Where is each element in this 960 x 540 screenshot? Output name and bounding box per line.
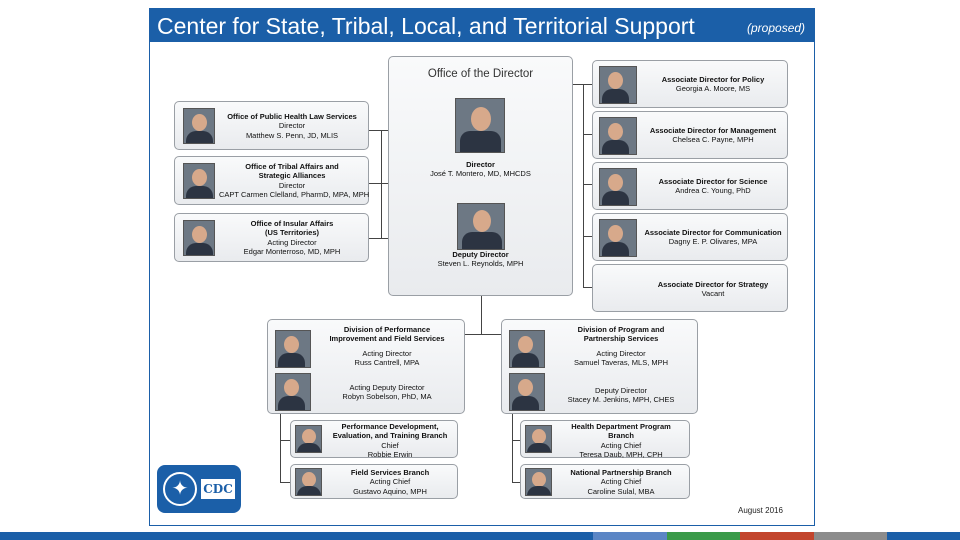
office-insular-affairs-photo bbox=[183, 220, 215, 256]
cdc-logo-text: CDC bbox=[201, 479, 235, 499]
footer-segment-4 bbox=[667, 532, 740, 540]
date-label: August 2016 bbox=[738, 506, 783, 515]
dpps-branch-national-photo bbox=[525, 468, 552, 496]
dpifs-acting-director-text: Acting Director Russ Cantrell, MPA bbox=[354, 349, 420, 368]
associate-science-photo bbox=[599, 168, 637, 206]
associate-policy-box bbox=[592, 60, 788, 108]
hhs-eagle-icon: ✦ bbox=[163, 472, 197, 506]
cdc-logo bbox=[157, 465, 241, 513]
connector-dpifs-b2 bbox=[280, 482, 290, 483]
connector-right-main bbox=[572, 84, 592, 85]
dpifs-branch-field-box bbox=[290, 464, 458, 499]
connector-right-vertical bbox=[583, 84, 584, 288]
office-tribal-affairs-box bbox=[174, 156, 369, 205]
footer-segment-3 bbox=[593, 532, 667, 540]
connector-right-4 bbox=[583, 236, 592, 237]
dpps-acting-director-photo bbox=[509, 330, 545, 368]
connector-dpps-b1 bbox=[512, 440, 520, 441]
connector-director-down bbox=[481, 295, 482, 335]
associate-policy-text: Associate Director for Policy Georgia A. Moore, MS bbox=[661, 75, 765, 94]
office-of-director-box bbox=[388, 56, 573, 296]
director-photo bbox=[455, 98, 505, 153]
dpps-box bbox=[501, 319, 698, 414]
title-suffix: (proposed) bbox=[747, 21, 806, 35]
director-block: Director José T. Montero, MD, MHCDS bbox=[430, 160, 531, 179]
dpps-acting-director-text: Acting Director Samuel Taveras, MLS, MPH bbox=[573, 349, 669, 368]
associate-management-box bbox=[592, 111, 788, 159]
dpifs-box bbox=[267, 319, 465, 414]
dpps-branch-health-dept-text: Health Department Program Branch Acting Chief Teresa Daub, MPH, CPH bbox=[571, 422, 671, 459]
connector-left-2 bbox=[369, 183, 389, 184]
dpps-branch-health-dept-photo bbox=[525, 425, 552, 453]
dpifs-deputy-text: Acting Deputy Director Robyn Sobelson, PhD, MA bbox=[342, 383, 432, 402]
associate-strategy-box bbox=[592, 264, 788, 312]
associate-communication-photo bbox=[599, 219, 637, 257]
footer-segment-5 bbox=[740, 532, 814, 540]
office-public-health-law-photo bbox=[183, 108, 215, 144]
footer-segment-2 bbox=[300, 532, 593, 540]
dpps-branch-national-text: National Partnership Branch Acting Chief Caroline Sulal, MBA bbox=[570, 468, 672, 496]
connector-dpifs-branches bbox=[280, 414, 281, 482]
connector-left-3 bbox=[369, 238, 389, 239]
dpifs-branch-training-text: Performance Development, Evaluation, and Training Branch Chief Robbie Erwin bbox=[332, 422, 448, 459]
dpps-branch-national-box bbox=[520, 464, 690, 499]
associate-policy-photo bbox=[599, 66, 637, 104]
footer-segment-6 bbox=[814, 532, 887, 540]
footer-segment-7 bbox=[887, 532, 960, 540]
connector-right-3 bbox=[583, 184, 592, 185]
connector-dpifs-b1 bbox=[280, 440, 290, 441]
office-tribal-affairs-text: Office of Tribal Affairs and Strategic Alliances Director CAPT Carmen Clelland, PharmD, MPA, MPH bbox=[219, 162, 370, 199]
dpps-deputy-text: Deputy Director Stacey M. Jenkins, MPH, CHES bbox=[567, 386, 675, 405]
dpifs-branch-training-photo bbox=[295, 425, 322, 453]
associate-communication-text: Associate Director for Communication Dagny E. P. Olivares, MPA bbox=[644, 228, 782, 247]
associate-management-photo bbox=[599, 117, 637, 155]
dpifs-heading: Division of Performance Improvement and Field Services bbox=[329, 325, 445, 344]
dpps-heading: Division of Program and Partnership Services bbox=[577, 325, 665, 344]
dpifs-branch-field-photo bbox=[295, 468, 322, 496]
dpifs-branch-field-text: Field Services Branch Acting Chief Gustavo Aquino, MPH bbox=[350, 468, 430, 496]
associate-science-text: Associate Director for Science Andrea C. Young, PhD bbox=[658, 177, 768, 196]
dpifs-deputy-photo bbox=[275, 373, 311, 411]
connector-left-vertical bbox=[381, 130, 382, 238]
associate-science-box bbox=[592, 162, 788, 210]
connector-right-5 bbox=[583, 287, 592, 288]
associate-management-text: Associate Director for Management Chelsea C. Payne, MPH bbox=[649, 126, 777, 145]
title-bar bbox=[150, 9, 814, 42]
dpps-deputy-photo bbox=[509, 373, 545, 411]
associate-strategy-text: Associate Director for Strategy Vacant bbox=[657, 280, 769, 299]
connector-divisions-left bbox=[465, 334, 482, 335]
page-title: Center for State, Tribal, Local, and Territorial Support bbox=[157, 13, 695, 39]
dpps-branch-health-dept-box bbox=[520, 420, 690, 458]
associate-communication-box bbox=[592, 213, 788, 261]
footer-segment-1 bbox=[0, 532, 300, 540]
office-of-director-heading: Office of the Director bbox=[427, 68, 534, 80]
office-insular-affairs-text: Office of Insular Affairs (US Territories) Acting Director Edgar Monterroso, MD, MPH bbox=[243, 219, 341, 256]
dpifs-acting-director-photo bbox=[275, 330, 311, 368]
footer-color-bar bbox=[0, 532, 960, 540]
office-tribal-affairs-photo bbox=[183, 163, 215, 199]
dpifs-branch-training-box bbox=[290, 420, 458, 458]
connector-right-2 bbox=[583, 134, 592, 135]
deputy-director-photo bbox=[457, 203, 505, 250]
office-public-health-law-box bbox=[174, 101, 369, 150]
deputy-director-block: Deputy Director Steven L. Reynolds, MPH bbox=[437, 250, 524, 269]
connector-dpps-b2 bbox=[512, 482, 520, 483]
office-public-health-law-text: Office of Public Health Law Services Director Matthew S. Penn, JD, MLIS bbox=[227, 112, 357, 140]
connector-dpps-branches bbox=[512, 414, 513, 482]
connector-left-1 bbox=[369, 130, 389, 131]
office-insular-affairs-box bbox=[174, 213, 369, 262]
connector-divisions-right bbox=[481, 334, 501, 335]
